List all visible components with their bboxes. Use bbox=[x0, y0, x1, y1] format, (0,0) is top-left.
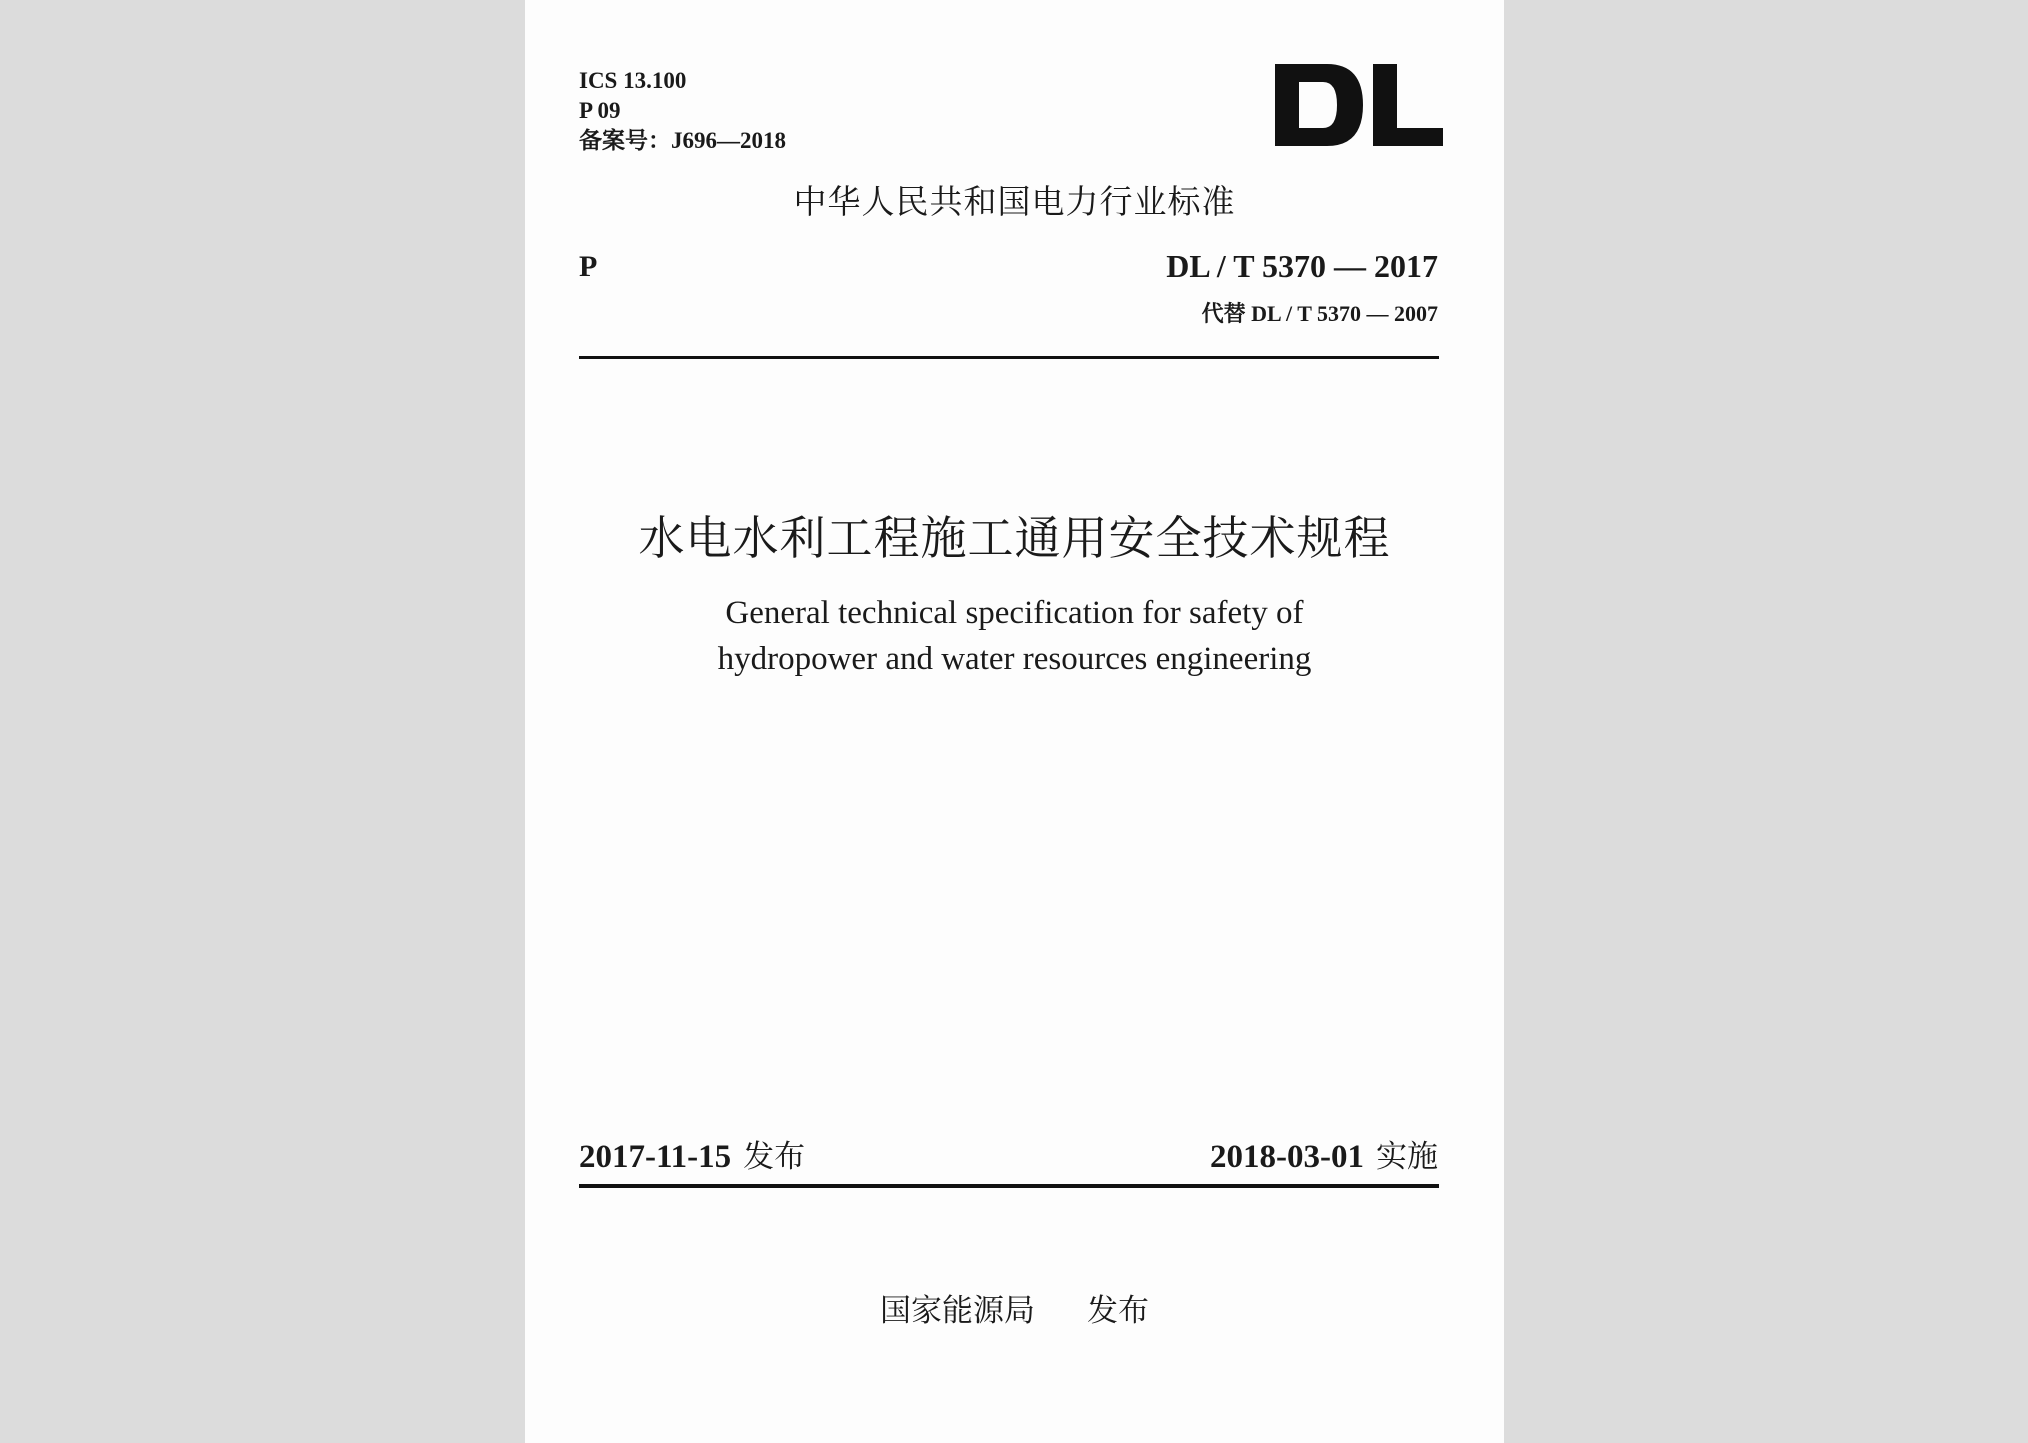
standard-number: DL / T 5370 — 2017 bbox=[1166, 248, 1438, 284]
document-page bbox=[525, 0, 1504, 1443]
title-english-line-1: General technical specification for safety of bbox=[725, 595, 1304, 631]
issue-label: 发布 bbox=[743, 1139, 806, 1175]
category-code: P bbox=[579, 250, 598, 283]
publisher bbox=[525, 1285, 1504, 1330]
issue-date: 2017-11-15 bbox=[579, 1139, 732, 1175]
classification-code: P 09 bbox=[579, 98, 621, 123]
standard-meta bbox=[579, 66, 786, 156]
implementation-date: 2018-03-01 bbox=[1210, 1139, 1364, 1175]
replaces-standard: 代替 DL / T 5370 — 2007 bbox=[1201, 301, 1438, 326]
header-divider bbox=[579, 356, 1439, 359]
implementation-label: 实施 bbox=[1376, 1139, 1438, 1175]
ics-code: ICS 13.100 bbox=[579, 68, 687, 93]
issue-date-block bbox=[579, 1131, 805, 1176]
title-chinese: 水电水利工程施工通用安全技术规程 bbox=[638, 511, 1391, 565]
publisher-label: 发布 bbox=[1087, 1293, 1149, 1329]
implementation-date-block bbox=[1210, 1131, 1438, 1176]
dl-logo bbox=[1275, 64, 1443, 146]
publisher-name: 国家能源局 bbox=[880, 1293, 1035, 1329]
footer-divider bbox=[579, 1184, 1439, 1188]
filing-number: 备案号：J696—2018 bbox=[579, 128, 786, 153]
title-english-line-2: hydropower and water resources engineering bbox=[717, 641, 1312, 677]
title-english bbox=[525, 590, 1504, 682]
industry-standard-heading: 中华人民共和国电力行业标准 bbox=[793, 182, 1236, 221]
